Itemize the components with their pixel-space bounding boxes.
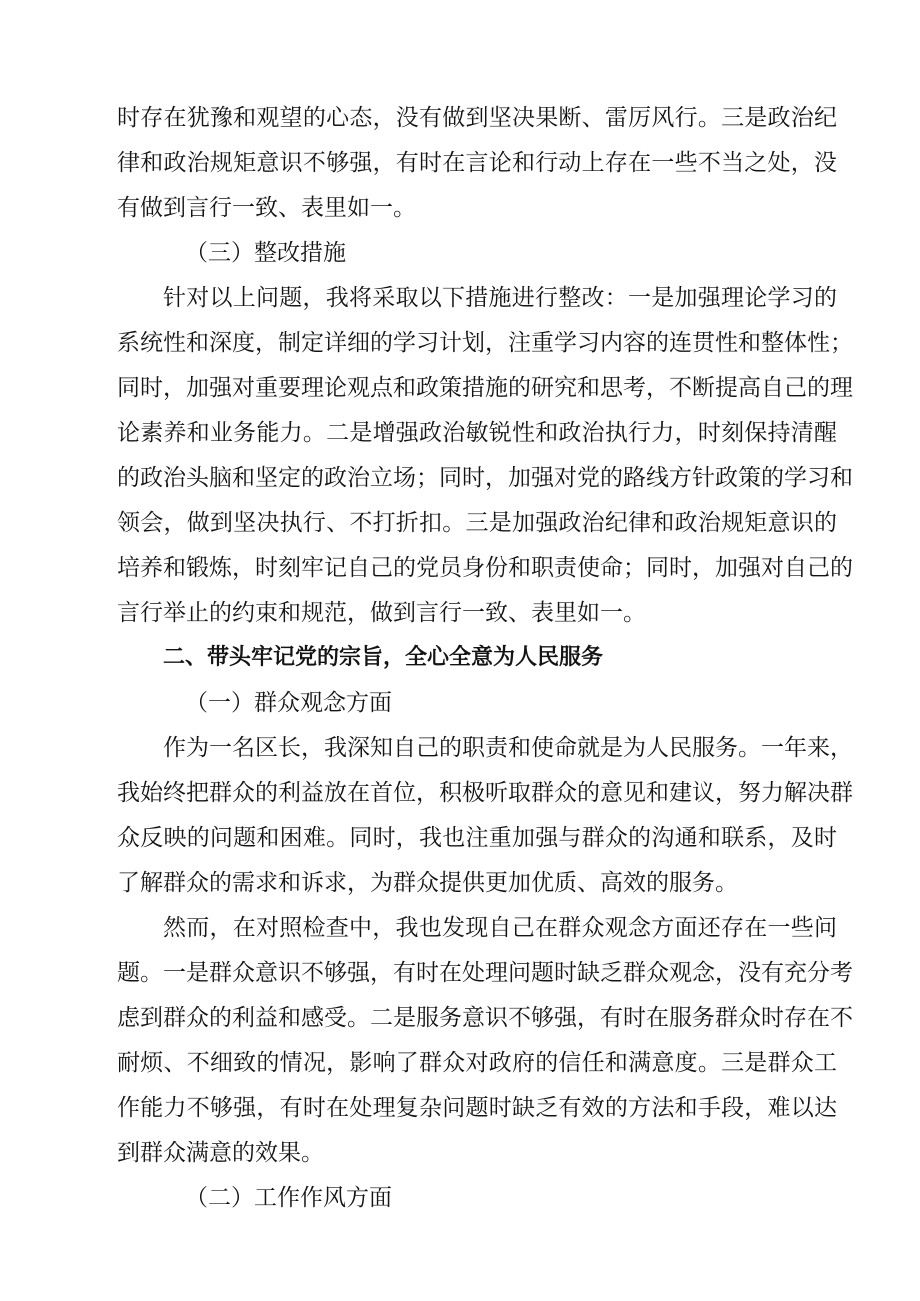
text-line: 领会，做到坚决执行、不打折扣。三是加强政治纪律和政治规矩意识的 — [117, 510, 837, 536]
text-line: 针对以上问题，我将采取以下措施进行整改：一是加强理论学习的 — [163, 285, 837, 311]
text-line: 到群众满意的效果。 — [117, 1140, 324, 1166]
text-line: 言行举止的约束和规范，做到言行一致、表里如一。 — [117, 600, 646, 626]
subheading-mass-view: （一）群众观念方面 — [185, 690, 392, 716]
text-line: 系统性和深度，制定详细的学习计划，注重学习内容的连贯性和整体性； — [117, 330, 853, 356]
text-line: 有做到言行一致、表里如一。 — [117, 195, 416, 221]
text-line: 培养和锻炼，时刻牢记自己的党员身份和职责使命；同时，加强对自己的 — [117, 555, 853, 581]
text-line: 众反映的问题和困难。同时，我也注重加强与群众的沟通和联系，及时 — [117, 825, 837, 851]
text-line: 论素养和业务能力。二是增强政治敏锐性和政治执行力，时刻保持清醒 — [117, 420, 837, 446]
subheading-work-style: （二）工作作风方面 — [185, 1185, 392, 1211]
text-line: 虑到群众的利益和感受。二是服务意识不够强，有时在服务群众时存在不 — [117, 1005, 853, 1031]
text-line: 题。一是群众意识不够强，有时在处理问题时缺乏群众观念，没有充分考 — [117, 960, 853, 986]
section-heading: 二、带头牢记党的宗旨，全心全意为人民服务 — [163, 645, 604, 670]
text-line: 我始终把群众的利益放在首位，积极听取群众的意见和建议，努力解决群 — [117, 780, 853, 806]
text-line: 作能力不够强，有时在处理复杂问题时缺乏有效的方法和手段，难以达 — [117, 1095, 837, 1121]
text-line: 律和政治规矩意识不够强，有时在言论和行动上存在一些不当之处，没 — [117, 150, 837, 176]
text-line: 了解群众的需求和诉求，为群众提供更加优质、高效的服务。 — [117, 870, 738, 896]
text-line: 时存在犹豫和观望的心态，没有做到坚决果断、雷厉风行。三是政治纪 — [117, 105, 837, 131]
text-line: 同时，加强对重要理论观点和政策措施的研究和思考，不断提高自己的理 — [117, 375, 853, 401]
text-line: 耐烦、不细致的情况，影响了群众对政府的信任和满意度。三是群众工 — [117, 1050, 837, 1076]
text-line: 然而，在对照检查中，我也发现自己在群众观念方面还存在一些问 — [163, 915, 837, 941]
text-line: 的政治头脑和坚定的政治立场；同时，加强对党的路线方针政策的学习和 — [117, 465, 853, 491]
text-line: 作为一名区长，我深知自己的职责和使命就是为人民服务。一年来， — [163, 735, 853, 761]
subheading-rectification: （三）整改措施 — [185, 240, 346, 266]
